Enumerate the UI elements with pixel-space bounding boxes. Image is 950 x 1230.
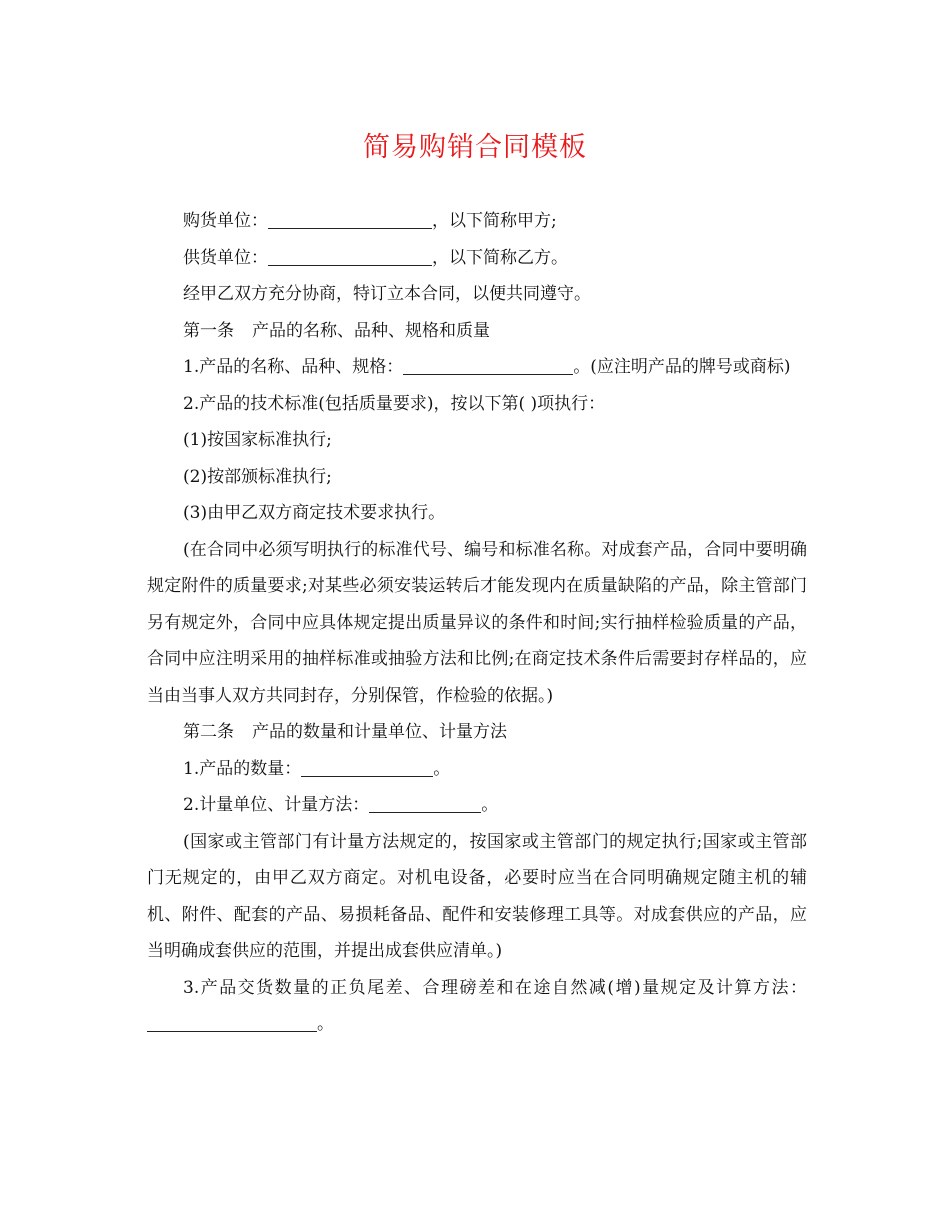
seller-label: 供货单位： [183,247,268,268]
item-2-1-prefix: 1.产品的数量： [183,758,302,779]
item-2-2-prefix: 2.计量单位、计量方法： [183,795,370,815]
article-1-heading [147,313,807,350]
product-name-blank[interactable] [403,356,573,375]
item-2-1 [147,751,807,788]
seller-blank[interactable] [268,247,432,266]
buyer-blank[interactable] [268,210,432,229]
option-2: (2)按部颁标准执行; [183,466,332,487]
measurement-blank[interactable] [369,794,481,813]
document-body [147,203,807,1043]
item-1-1 [147,349,807,386]
article-2-title: 产品的数量和计量单位、计量方法 [252,722,507,742]
article-1-title: 产品的名称、品种、规格和质量 [252,320,490,341]
quantity-blank[interactable] [301,758,433,777]
document-title: 简易购销合同模板 [363,132,587,163]
item-2-1-suffix: 。 [433,758,451,779]
buyer-line [147,203,807,240]
note-1: (在合同中必须写明执行的标准代号、编号和标准名称。对成套产品，合同中要明确规定附件的质量要求;对某些必须安装运转后才能发现内在质量缺陷的产品，除主管部门另有规定外，合同中应具体规定提出质量异议的条件和时间;实行抽样检验质量的产品，合同中应注明采用的抽样标准或抽验方法和比例;在商定技术条件后需要封存样品的，应当由当事人双方共同封存，分别保管，作检验的依据。) [147,539,807,706]
buyer-label: 购货单位： [183,211,268,231]
item-2-3-prefix: 3.产品交货数量的正负尾差、合理磅差和在途自然减(增)量规定及计算方法： [183,977,807,998]
item-1-1-prefix: 1.产品的名称、品种、规格： [183,357,404,377]
item-2-2 [147,787,807,824]
item-1-2: 2.产品的技术标准(包括质量要求)，按以下第( )项执行： [183,393,606,414]
item-2-2-suffix: 。 [481,795,499,815]
option-1: (1)按国家标准执行; [183,430,332,450]
article-2-heading [147,714,807,751]
option-3: (3)由甲乙双方商定技术要求执行。 [183,503,446,523]
article-2-number: 第二条 [183,722,234,742]
tolerance-blank[interactable] [147,1013,317,1032]
article-1-number: 第一条 [183,320,234,341]
buyer-suffix: ，以下简称甲方; [432,211,557,231]
agreement-line: 经甲乙双方充分协商，特订立本合同，以便共同遵守。 [183,284,591,304]
seller-suffix: ，以下简称乙方。 [432,247,568,268]
note-2: (国家或主管部门有计量方法规定的，按国家或主管部门的规定执行;国家或主管部门无规定的，由甲乙双方商定。对机电设备，必要时应当在合同明确规定随主机的辅机、附件、配套的产品、易损耗备品、配件和安装修理工具等。对成套供应的产品，应当明确成套供应的范围，并提出成套供应清单。) [147,831,807,961]
seller-line [147,240,807,277]
item-1-1-suffix: 。(应注明产品的牌号或商标) [573,357,791,377]
item-2-3 [147,970,807,1043]
item-2-3-suffix: 。 [317,1014,334,1034]
